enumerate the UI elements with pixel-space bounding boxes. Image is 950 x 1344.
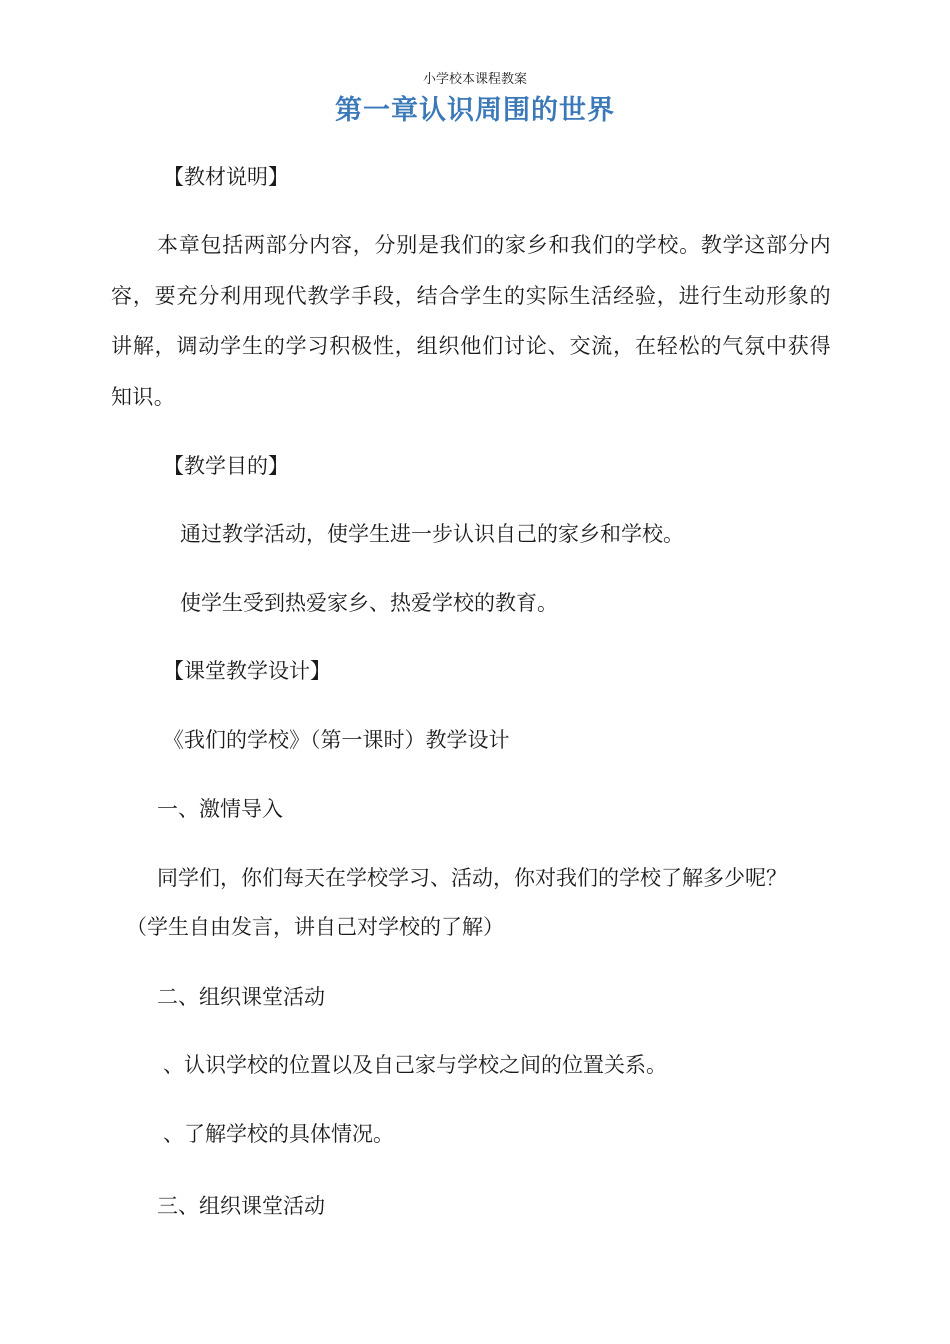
part-1-text: 同学们，你们每天在学校学习、活动，你对我们的学校了解多少呢？ [157, 866, 787, 890]
materials-heading: 【教材说明】 [163, 165, 289, 189]
part-3-heading: 三、组织课堂活动 [157, 1194, 325, 1218]
goal-item-2: 使学生受到热爱家乡、热爱学校的教育。 [180, 591, 558, 615]
design-heading: 【课堂教学设计】 [163, 659, 331, 683]
goal-item-1: 通过教学活动，使学生进一步认识自己的家乡和学校。 [180, 522, 684, 546]
chapter-title: 第一章认识周围的世界 [335, 95, 615, 126]
lesson-title: 《我们的学校》（第一课时）教学设计 [163, 728, 510, 752]
part-2-item-1: 、认识学校的位置以及自己家与学校之间的位置关系。 [163, 1053, 667, 1077]
part-2-item-2: 、了解学校的具体情况。 [163, 1122, 394, 1146]
document-caption: 小学校本课程教案 [422, 72, 527, 87]
goals-heading: 【教学目的】 [163, 454, 289, 478]
part-2-heading: 二、组织课堂活动 [157, 985, 325, 1009]
part-1-heading: 一、激情导入 [157, 797, 283, 821]
materials-paragraph: 本章包括两部分内容，分别是我们的家乡和我们的学校。教学这部分内容，要充分利用现代教学手段，结合学生的实际生活经验，进行生动形象的讲解，调动学生的学习积极性，组织他们讨论、交流，在轻松的气氛中获得知识。 [111, 233, 831, 409]
part-1-note: （学生自由发言，讲自己对学校的了解） [126, 915, 504, 939]
